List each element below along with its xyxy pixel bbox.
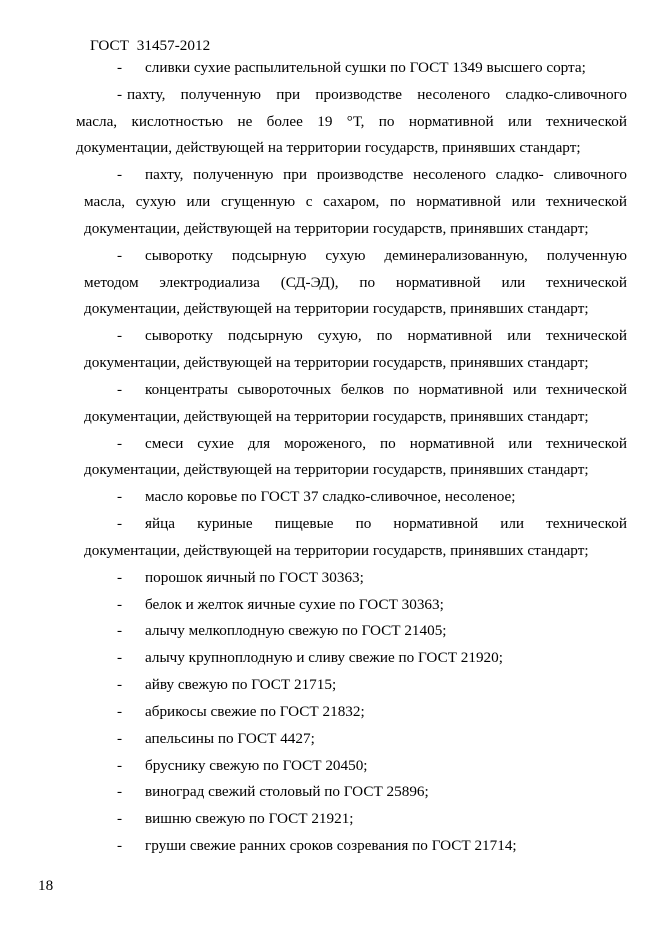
list-item-continuation: документации, действующей на территории государств, принявших стандарт; bbox=[84, 219, 589, 237]
list-bullet-dash: - bbox=[117, 676, 123, 694]
list-bullet-dash: - bbox=[117, 327, 123, 345]
list-item-continuation: документации, действующей на территории государств, принявших стандарт; bbox=[84, 461, 589, 479]
list-item-text: пахту, полученную при производстве несоленого сладко-сливочного bbox=[127, 85, 627, 103]
list-bullet-dash: - bbox=[117, 568, 123, 586]
list-item-continuation: масла, сухую или сгущенную с сахаром, по нормативной или технической bbox=[84, 193, 627, 211]
list-bullet-dash: - bbox=[117, 59, 123, 76]
page-number: 18 bbox=[38, 877, 54, 894]
list-bullet-dash: - bbox=[117, 380, 123, 398]
list-item-text: сыворотку подсырную сухую деминерализованную, полученную bbox=[145, 246, 627, 264]
list-item-text: масло коровье по ГОСТ 37 сладко-сливочное, несоленое; bbox=[145, 488, 516, 506]
list-bullet-dash: - bbox=[117, 515, 123, 533]
list-item-text: айву свежую по ГОСТ 21715; bbox=[145, 676, 337, 694]
list-bullet-dash: - bbox=[117, 756, 123, 774]
list-item-continuation: документации, действующей на территории государств, принявших стандарт; bbox=[84, 541, 589, 559]
list-item-text: бруснику свежую по ГОСТ 20450; bbox=[145, 756, 368, 774]
list-bullet-dash: - bbox=[117, 166, 123, 184]
list-bullet-dash: - bbox=[117, 649, 123, 667]
list-bullet-dash: - bbox=[117, 488, 123, 506]
list-item-text: яйца куриные пищевые по нормативной или технической bbox=[145, 515, 627, 533]
list-item-text: алычу крупноплодную и сливу свежие по ГОСТ 21920; bbox=[145, 649, 503, 667]
list-item-text: пахту, полученную при производстве несоленого сладко- сливочного bbox=[145, 166, 627, 184]
list-item-text: апельсины по ГОСТ 4427; bbox=[145, 729, 315, 747]
list-item-text: вишню свежую по ГОСТ 21921; bbox=[145, 810, 354, 828]
list-item-continuation: документации, действующей на территории государств, принявших стандарт; bbox=[84, 407, 589, 425]
list-item-text: груши свежие ранних сроков созревания по ГОСТ 21714; bbox=[145, 837, 517, 855]
list-item-text: виноград свежий столовый по ГОСТ 25896; bbox=[145, 783, 429, 801]
list-bullet-dash: - bbox=[117, 246, 123, 264]
list-bullet-dash: - bbox=[117, 837, 123, 855]
list-bullet-dash: - bbox=[117, 729, 123, 747]
list-bullet-dash: - bbox=[117, 702, 123, 720]
list-item-continuation: документации, действующей на территории государств, принявших стандарт; bbox=[76, 139, 581, 157]
list-item-continuation: методом электродиализа (СД-ЭД), по нормативной или технической bbox=[84, 273, 627, 291]
list-item-continuation: масла, кислотностью не более 19 °Т, по нормативной или технической bbox=[76, 112, 627, 130]
list-item-text: порошок яичный по ГОСТ 30363; bbox=[145, 568, 364, 586]
list-bullet-dash: - bbox=[117, 434, 123, 452]
list-item-continuation: документации, действующей на территории государств, принявших стандарт; bbox=[84, 300, 589, 318]
list-item-text: абрикосы свежие по ГОСТ 21832; bbox=[145, 702, 365, 720]
document-header: ГОСТ 31457-2012 bbox=[90, 37, 211, 54]
list-item-text: сыворотку подсырную сухую, по нормативной или технической bbox=[145, 327, 627, 345]
list-bullet-dash: - bbox=[117, 622, 123, 640]
list-item-text: алычу мелкоплодную свежую по ГОСТ 21405; bbox=[145, 622, 447, 640]
list-item-text: смеси сухие для мороженого, по нормативной или технической bbox=[145, 434, 627, 452]
list-bullet-dash: - bbox=[117, 85, 123, 103]
list-bullet-dash: - bbox=[117, 810, 123, 828]
list-item-text: белок и желток яичные сухие по ГОСТ 30363; bbox=[145, 595, 444, 613]
list-item-text: сливки сухие распылительной сушки по ГОСТ 1349 высшего сорта; bbox=[145, 59, 586, 76]
list-item-text: концентраты сывороточных белков по нормативной или технической bbox=[145, 380, 627, 398]
list-bullet-dash: - bbox=[117, 595, 123, 613]
list-item-continuation: документации, действующей на территории государств, принявших стандарт; bbox=[84, 354, 589, 372]
list-bullet-dash: - bbox=[117, 783, 123, 801]
